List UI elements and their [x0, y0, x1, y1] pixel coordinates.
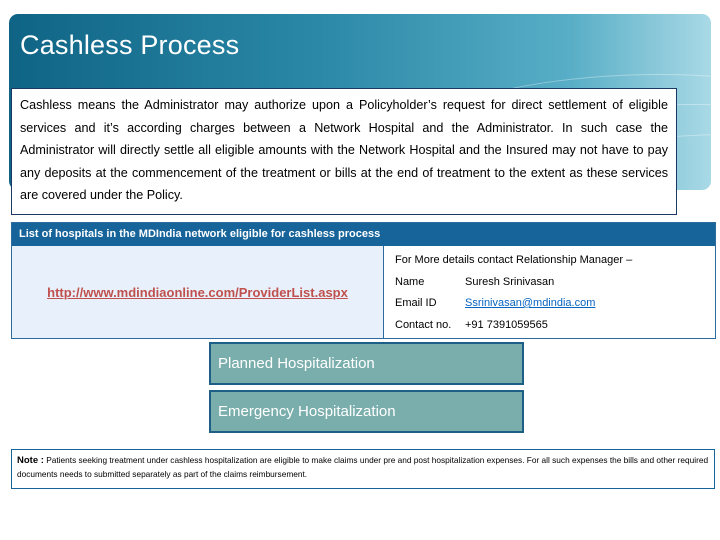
- contact-email-row: [395, 293, 715, 315]
- emergency-hospitalization-box[interactable]: Emergency Hospitalization: [209, 390, 524, 433]
- phone-label: Contact no.: [395, 318, 452, 331]
- contact-intro: For More details contact Relationship Manager –: [395, 254, 633, 266]
- note-label: Note :: [17, 455, 44, 466]
- page-title: Cashless Process: [20, 30, 240, 60]
- table-body: [12, 246, 715, 338]
- name-value: Suresh Srinivasan: [465, 275, 555, 288]
- planned-hospitalization-box[interactable]: Planned Hospitalization: [209, 342, 524, 385]
- name-label: Name: [395, 275, 425, 288]
- contact-phone-row: [395, 315, 715, 337]
- email-link[interactable]: Ssrinivasan@mdindia.com: [465, 297, 596, 309]
- provider-link-cell: [12, 246, 384, 338]
- hospital-table: [11, 222, 716, 339]
- note-box: [11, 449, 715, 489]
- email-label: Email ID: [395, 297, 437, 309]
- provider-list-link[interactable]: http://www.mdindiaonline.com/ProviderList.aspx: [47, 284, 348, 300]
- contact-name-row: [395, 272, 715, 294]
- phone-value: +91 7391059565: [465, 318, 548, 331]
- contact-cell: [384, 246, 715, 338]
- intro-paragraph: Cashless means the Administrator may authorize upon a Policyholder’s request for direct settlement of eligible services and it’s according charges between a Network Hospital and the Administrator. In such case the Administrator will directly settle all eligible amounts with the Network Hospital and the Insured may not have to pay any deposits at the commencement of the treatment or bills at the end of treatment to the extent as these services are covered under the Policy.: [11, 88, 677, 215]
- note-text: Patients seeking treatment under cashless hospitalization are eligible to make claims under pre and post hospitalization expenses. For all such expenses the bills and other required documents needs to submitted separately as part of the claims reimbursement.: [17, 455, 709, 479]
- table-header: List of hospitals in the MDIndia network eligible for cashless process: [12, 223, 715, 246]
